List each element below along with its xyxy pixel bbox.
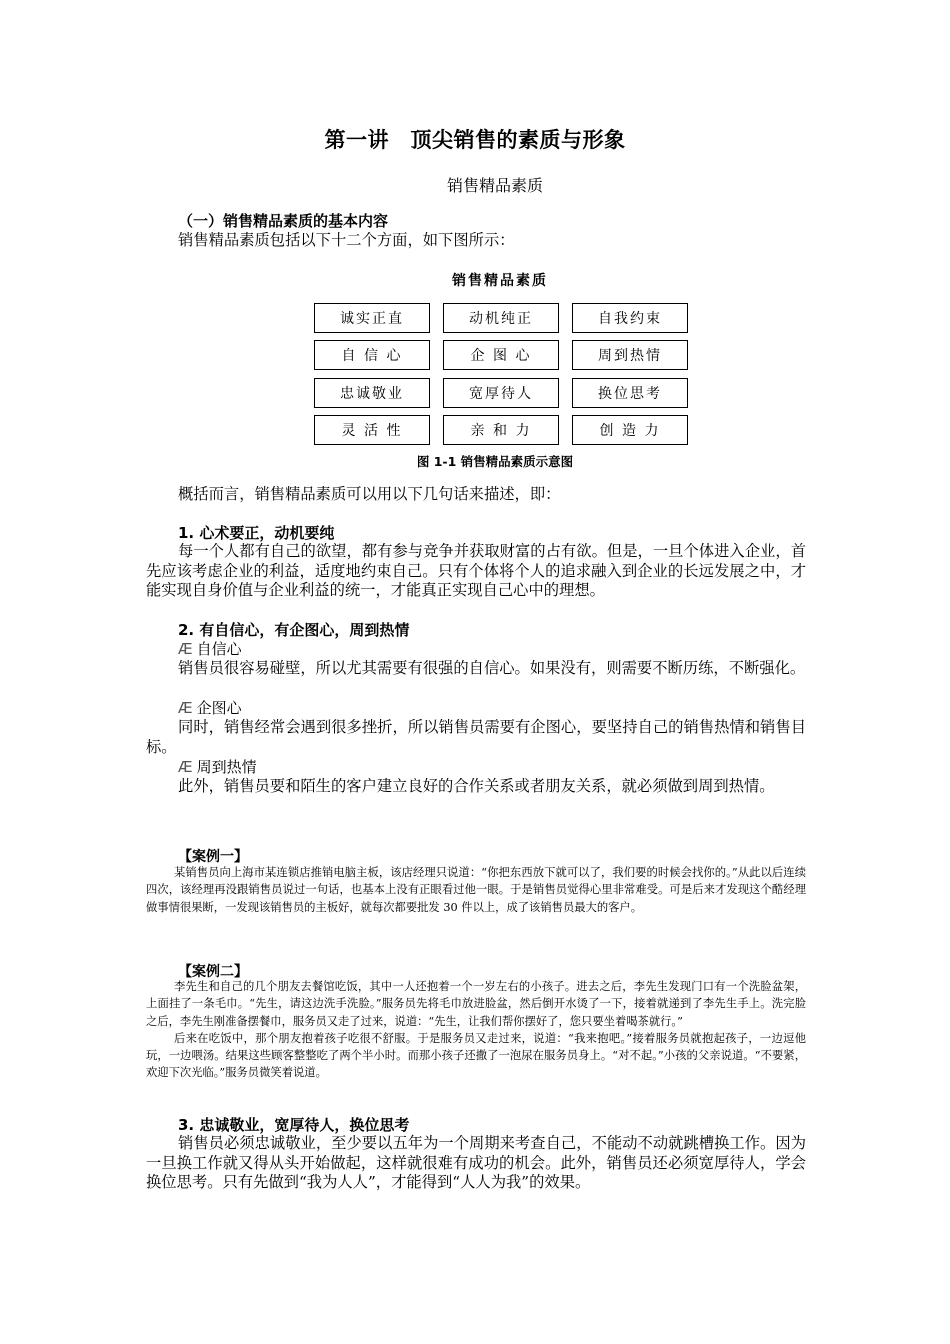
quality-cell: 灵 活 性 bbox=[314, 415, 430, 445]
point2-paragraph: 同时，销售经常会遇到很多挫折，所以销售员需要有企图心，要坚持自己的销售热情和销售目标。 bbox=[146, 718, 806, 756]
quality-cell: 动机纯正 bbox=[443, 303, 559, 333]
page-subtitle: 销售精品素质 bbox=[446, 176, 543, 195]
point3-heading: 3. 忠诚敬业，宽厚待人，换位思考 bbox=[178, 1116, 410, 1134]
quality-cell: 诚实正直 bbox=[314, 303, 430, 333]
bullet-icon: Æ bbox=[178, 699, 193, 717]
section-intro bbox=[146, 231, 806, 251]
quality-cell: 自我约束 bbox=[572, 303, 688, 333]
bullet-label: 自信心 bbox=[196, 640, 242, 658]
point3-body bbox=[146, 1134, 806, 1193]
quality-cell: 宽厚待人 bbox=[443, 378, 559, 408]
point2-heading: 2. 有自信心，有企图心，周到热情 bbox=[178, 621, 410, 639]
bullet-item bbox=[178, 697, 242, 718]
case2-heading: 【案例二】 bbox=[178, 964, 248, 980]
figure-title: 销售精品素质 bbox=[452, 273, 548, 289]
quality-cell: 忠诚敬业 bbox=[314, 378, 430, 408]
summary-paragraph bbox=[146, 485, 806, 505]
bullet-label: 周到热情 bbox=[196, 758, 257, 776]
point2-paragraph: 此外，销售员要和陌生的客户建立良好的合作关系或者朋友关系，就必须做到周到热情。 bbox=[178, 777, 775, 795]
bullet-icon: Æ bbox=[178, 640, 193, 658]
quality-cell: 亲 和 力 bbox=[443, 415, 559, 445]
point1-paragraph: 每一个人都有自己的欲望，都有参与竞争并获取财富的占有欲。但是，一旦个体进入企业，首先应该考虑企业的利益，适度地约束自己。只有个体将个人的追求融入到企业的长远发展之中，才能实现自身价值与企业利益的统一，才能真正实现自己心中的理想。 bbox=[146, 542, 806, 599]
qualities-grid bbox=[314, 303, 690, 447]
case1-heading: 【案例一】 bbox=[178, 849, 248, 865]
quality-cell: 创 造 力 bbox=[572, 415, 688, 445]
point3-paragraph: 销售员必须忠诚敬业，至少要以五年为一个周期来考查自己，不能动不动就跳槽换工作。因为一旦换工作就又得从头开始做起，这样就很难有成功的机会。此外，销售员还必须宽厚待人，学会换位思考。只有先做到“我为人人”，才能得到“人人为我”的效果。 bbox=[146, 1134, 806, 1191]
case1-body bbox=[146, 864, 806, 916]
bullet-item bbox=[178, 638, 242, 659]
case2-body bbox=[146, 978, 806, 1082]
intro-paragraph: 销售精品素质包括以下十二个方面，如下图所示： bbox=[178, 231, 515, 249]
bullet-label: 企图心 bbox=[196, 699, 242, 717]
bullet-item bbox=[178, 756, 257, 777]
case2-paragraph: 后来在吃饭中，那个朋友抱着孩子吃很不舒服。于是服务员又走过来，说道：“我来抱吧。”接着服务员就抱起孩子，一边逗他玩，一边喂汤。结果这些顾客整整吃了两个半小时。而那小孩子还撒了一泡尿在服务员身上。“对不起。”小孩的父亲说道。“不要紧，欢迎下次光临。”服务员微笑着说道。 bbox=[146, 1031, 806, 1080]
page-title: 第一讲 顶尖销售的素质与形象 bbox=[324, 128, 626, 152]
quality-cell: 自 信 心 bbox=[314, 340, 430, 370]
point1-body bbox=[146, 542, 806, 601]
bullet-icon: Æ bbox=[178, 758, 193, 776]
section-heading: （一）销售精品素质的基本内容 bbox=[178, 212, 389, 230]
figure-caption: 图 1-1 销售精品素质示意图 bbox=[416, 454, 574, 469]
quality-cell: 换位思考 bbox=[572, 378, 688, 408]
summary-text: 概括而言，销售精品素质可以用以下几句话来描述，即： bbox=[178, 485, 561, 503]
case1-paragraph: 某销售员向上海市某连锁店推销电脑主板，该店经理只说道：“你把东西放下就可以了，我们要的时候会找你的。”从此以后连续四次，该经理再没跟销售员说过一句话，也基本上没有正眼看过他一眼。于是销售员觉得心里非常难受。可是后来才发现这个酷经理做事情很果断，一发现该销售员的主板好，就每次都要批发 30 件以上，成了该销售员最大的客户。 bbox=[146, 866, 806, 914]
quality-cell: 企 图 心 bbox=[443, 340, 559, 370]
point2-body bbox=[146, 659, 806, 679]
point2-paragraph: 销售员很容易碰壁，所以尤其需要有很强的自信心。如果没有，则需要不断历练，不断强化。 bbox=[178, 659, 806, 677]
quality-cell: 周到热情 bbox=[572, 340, 688, 370]
point1-heading: 1. 心术要正，动机要纯 bbox=[178, 524, 335, 542]
point2-body bbox=[146, 718, 806, 757]
point2-body bbox=[146, 777, 806, 797]
case2-paragraph: 李先生和自己的几个朋友去餐馆吃饭，其中一人还抱着一个一岁左右的小孩子。进去之后，李先生发现门口有一个洗脸盆架，上面挂了一条毛巾。“先生，请这边洗手洗脸。”服务员先将毛巾放进脸盆，然后倒开水烫了一下，接着就递到了李先生手上。洗完脸之后，李先生刚准备摆餐巾，服务员又走了过来，说道：“先生，让我们帮你摆好了，您只要坐着喝茶就行。” bbox=[146, 980, 806, 1028]
